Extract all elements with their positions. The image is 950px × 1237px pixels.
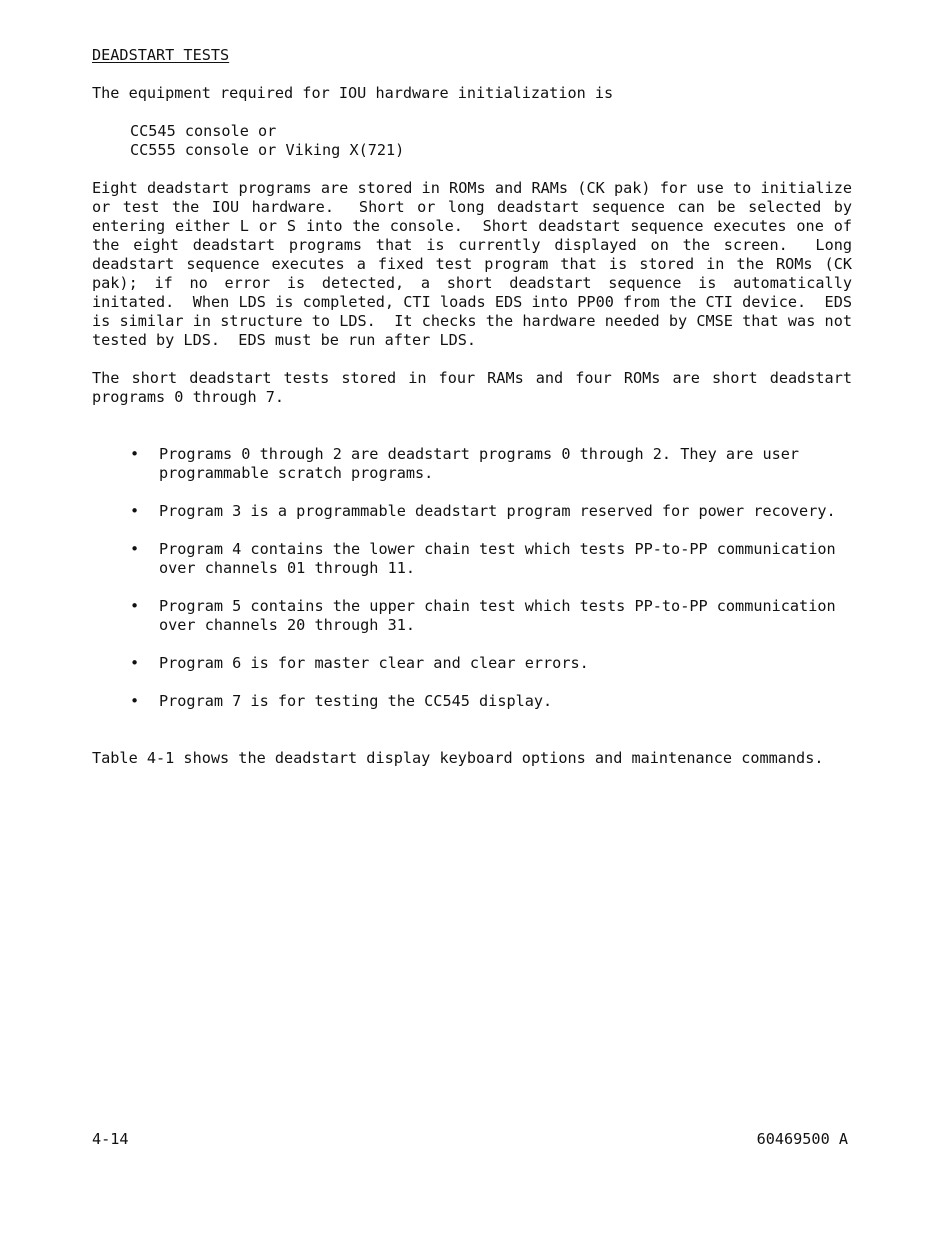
equipment-item: CC545 console or — [130, 122, 277, 140]
list-item-text: Program 7 is for testing the CC545 display. — [159, 692, 553, 710]
bullet-icon: • — [130, 692, 140, 710]
short-deadstart-paragraph: The short deadstart tests stored in four RAMs and four ROMs are short deadstart programs 0 through 7. — [92, 369, 862, 406]
list-item — [92, 540, 849, 578]
list-item-text: Programs 0 through 2 are deadstart programs 0 through 2. They are user programmable scratch programs. — [159, 445, 800, 482]
program-list — [92, 445, 872, 711]
closing-paragraph: Table 4-1 shows the deadstart display keyboard options and maintenance commands. — [92, 749, 824, 767]
bullet-icon: • — [130, 445, 140, 463]
bullet-icon: • — [130, 540, 140, 558]
document-number: 60469500 A — [756, 1130, 848, 1148]
bullet-icon: • — [130, 654, 140, 672]
list-item — [92, 502, 849, 521]
intro-sentence: The equipment required for IOU hardware initialization is — [92, 84, 614, 102]
list-item-text: Program 3 is a programmable deadstart program reserved for power recovery. — [159, 502, 836, 520]
list-item-text: Program 6 is for master clear and clear errors. — [159, 654, 589, 672]
list-item — [92, 692, 849, 711]
equipment-item: CC555 console or Viking X(721) — [130, 141, 405, 159]
list-item-text: Program 4 contains the lower chain test which tests PP-to-PP communication over channels 01 through 11. — [159, 540, 836, 577]
list-item-text: Program 5 contains the upper chain test which tests PP-to-PP communication over channels 20 through 31. — [159, 597, 836, 634]
document-page — [92, 46, 872, 768]
section-heading: DEADSTART TESTS — [92, 46, 230, 64]
equipment-list — [92, 122, 872, 160]
deadstart-description-paragraph: Eight deadstart programs are stored in ROMs and RAMs (CK pak) for use to initialize or test the IOU hardware. Short or long deadstart sequence can be selected by entering either L or S into the console. Short deadstart sequence executes one of the eight deadstart programs that is currently displayed on the screen. Long deadstart sequence executes a fixed test program that is stored in the ROMs (CK pak); if no error is detected, a short deadstart sequence is automatically initated. When LDS is completed, CTI loads EDS into PP00 from the CTI device. EDS is similar in structure to LDS. It checks the hardware needed by CMSE that was not tested by LDS. EDS must be run after LDS. — [92, 179, 862, 349]
bullet-icon: • — [130, 597, 140, 615]
list-item — [92, 445, 849, 483]
bullet-icon: • — [130, 502, 140, 520]
list-item — [92, 654, 849, 673]
page-number: 4-14 — [92, 1130, 129, 1148]
list-item — [92, 597, 849, 635]
